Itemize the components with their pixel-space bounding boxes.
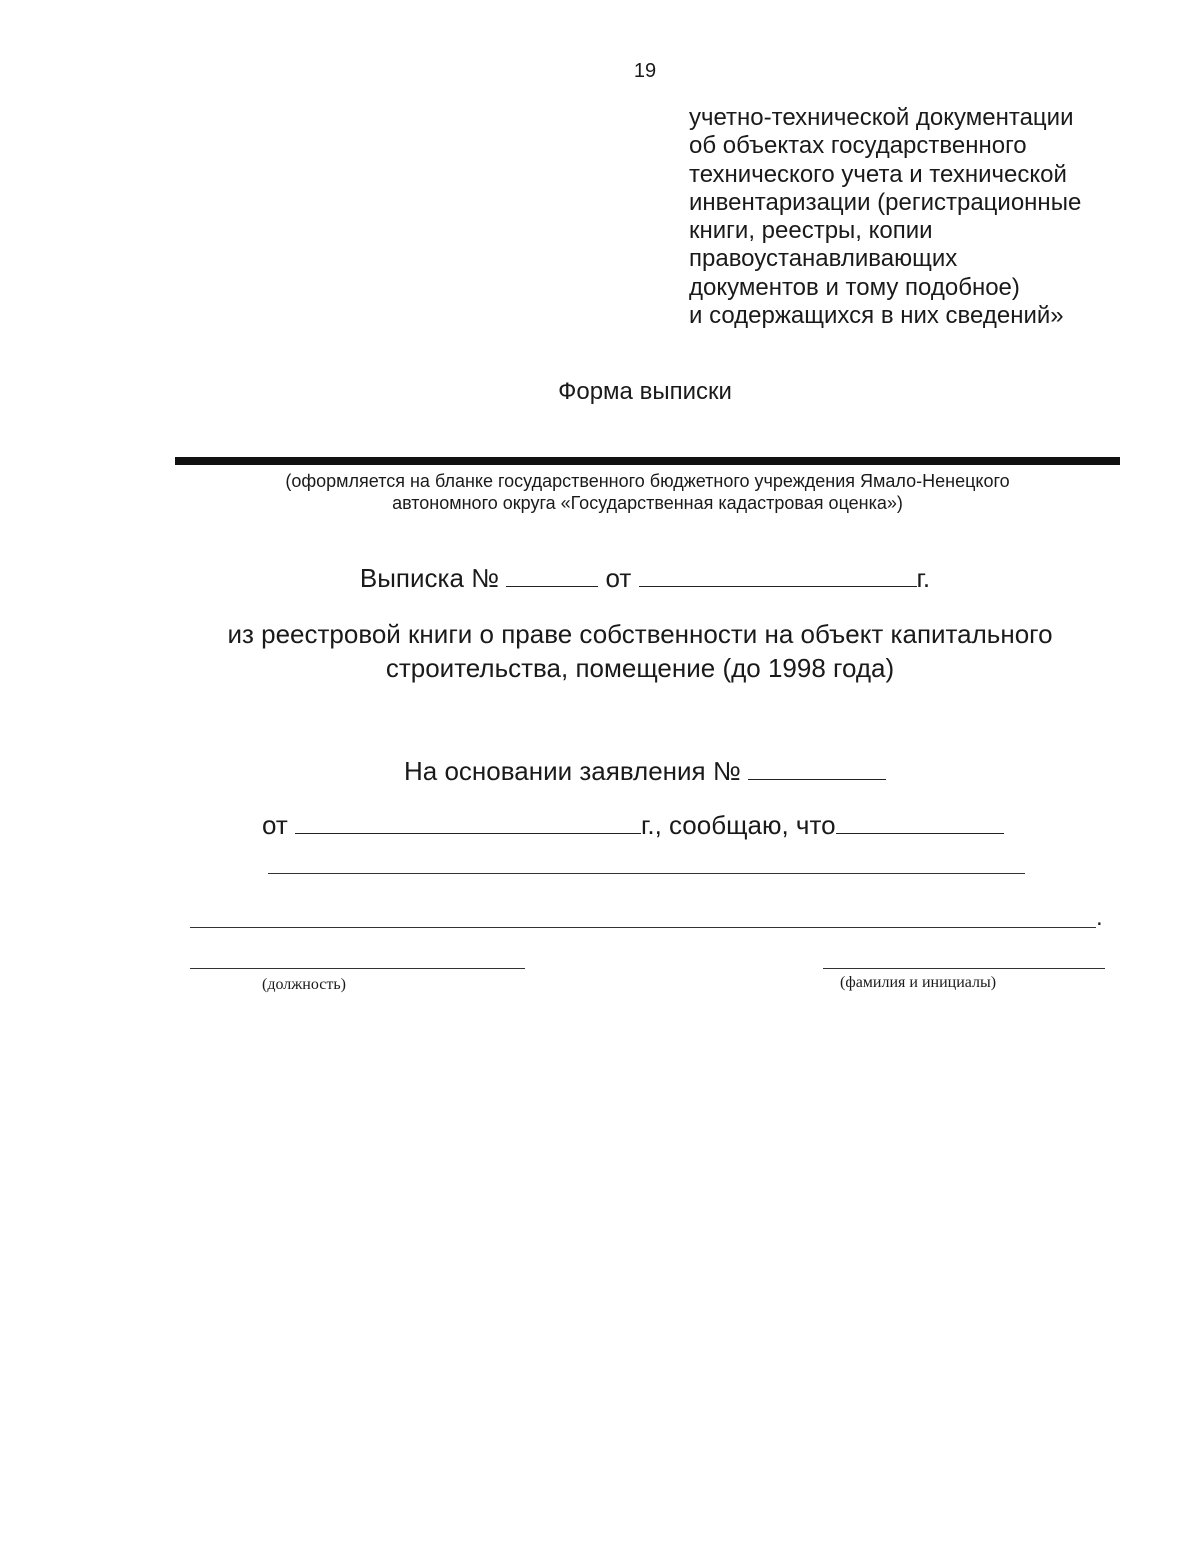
extract-date-label: от bbox=[605, 563, 632, 593]
end-mark: . bbox=[1096, 904, 1103, 931]
header-line: учетно-технической документации bbox=[689, 104, 1074, 131]
header-line: и содержащихся в них сведений» bbox=[689, 302, 1064, 330]
application-number-field[interactable] bbox=[748, 757, 886, 780]
extract-date-field[interactable] bbox=[639, 564, 917, 587]
appendix-header bbox=[689, 104, 1081, 330]
letterhead-note-line: автономного округа «Государственная кадастровая оценка») bbox=[392, 493, 903, 513]
application-basis-line bbox=[0, 756, 1200, 787]
extract-title bbox=[0, 563, 1200, 594]
header-line: об объектах государственного bbox=[689, 132, 1027, 160]
report-text-field[interactable] bbox=[836, 811, 1004, 834]
extract-subtitle-line: из реестровой книги о праве собственности на объект капитального bbox=[227, 619, 1053, 649]
form-title: Форма выписки bbox=[558, 378, 732, 405]
name-caption: (фамилия и инициалы) bbox=[840, 974, 997, 991]
report-text-line[interactable] bbox=[190, 927, 1096, 928]
header-line: правоустанавливающих bbox=[689, 245, 958, 273]
extract-subtitle-line: строительства, помещение (до 1998 года) bbox=[385, 653, 895, 683]
page-number: 19 bbox=[633, 60, 657, 82]
name-signature-line[interactable] bbox=[823, 968, 1105, 969]
letterhead-rule bbox=[175, 457, 1120, 465]
report-label: г., сообщаю, что bbox=[641, 810, 836, 840]
header-line: технического учета и технической bbox=[689, 160, 1067, 188]
report-text-line[interactable] bbox=[268, 873, 1025, 874]
application-date-field[interactable] bbox=[295, 811, 641, 834]
extract-year-suffix: г. bbox=[916, 563, 931, 593]
application-basis-label: На основании заявления № bbox=[404, 756, 741, 786]
extract-number-field[interactable] bbox=[506, 564, 598, 587]
header-line: книги, реестры, копии bbox=[689, 217, 933, 245]
letterhead-note bbox=[175, 470, 1120, 514]
position-caption: (должность) bbox=[262, 976, 346, 993]
header-line: инвентаризации (регистрационные bbox=[689, 188, 1082, 216]
extract-subtitle bbox=[160, 617, 1120, 685]
application-date-line bbox=[262, 810, 1004, 841]
position-signature-line[interactable] bbox=[190, 968, 525, 969]
extract-number-label: Выписка № bbox=[359, 563, 500, 593]
header-line: документов и тому подобное) bbox=[689, 273, 1020, 301]
letterhead-note-line: (оформляется на бланке государственного бюджетного учреждения Ямало-Ненецкого bbox=[285, 471, 1010, 491]
application-date-label: от bbox=[262, 810, 288, 840]
